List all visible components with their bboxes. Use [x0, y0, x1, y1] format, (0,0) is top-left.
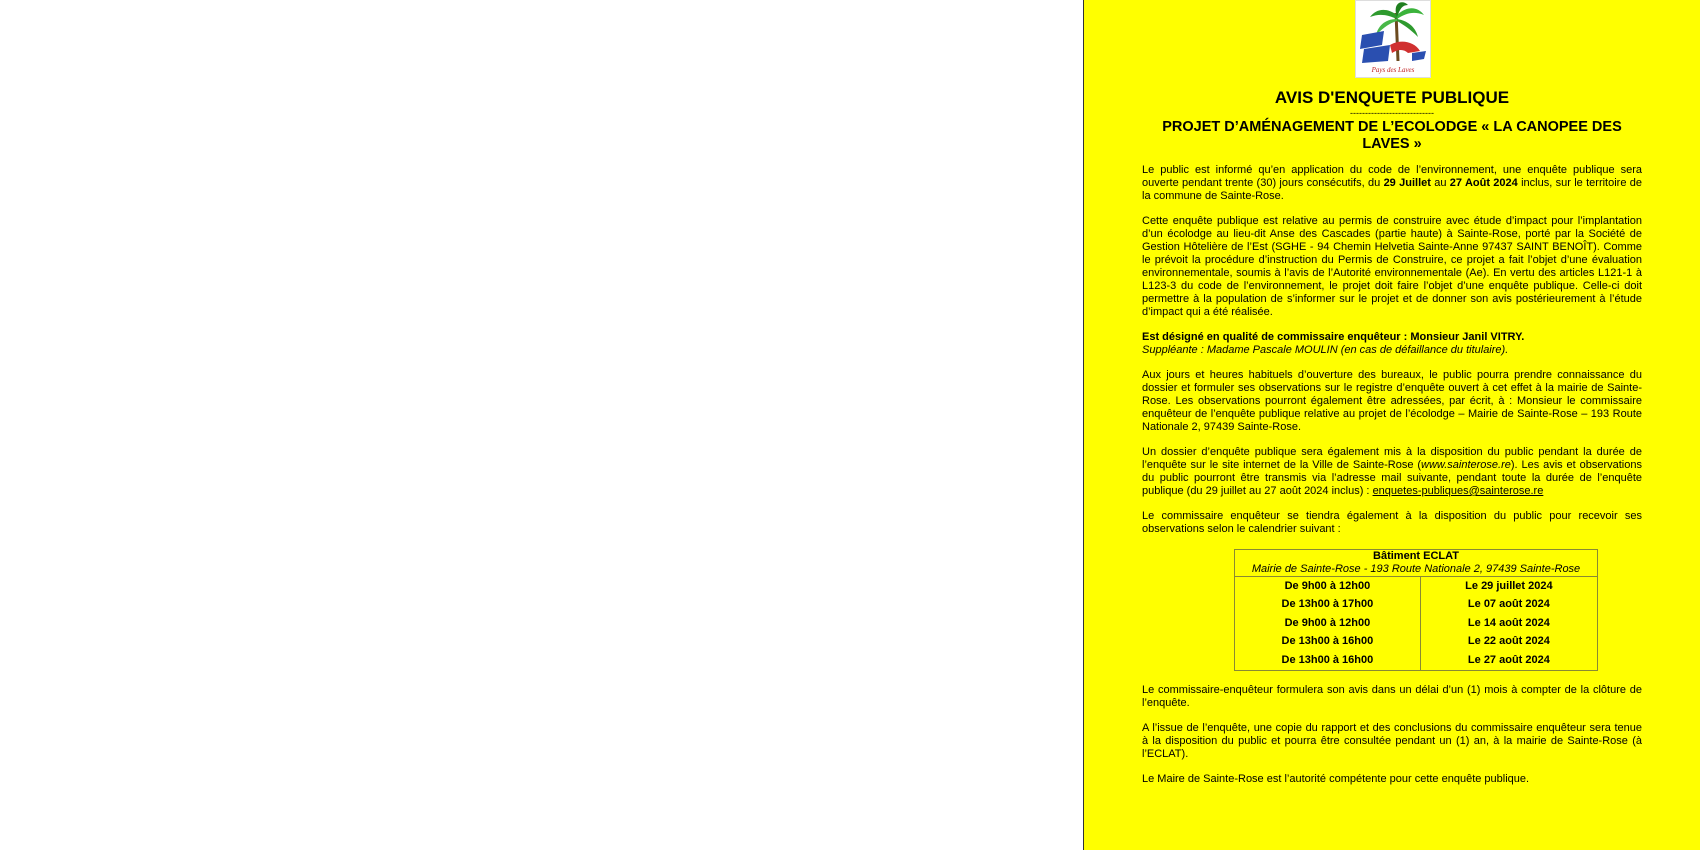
paragraph-online-dossier: [1142, 446, 1642, 498]
paragraph-report-availability: A l’issue de l’enquête, une copie du rapport et des conclusions du commissaire enquêteur sera tenue à la disposition du public et pourra être consultée pendant un (1) an, à la mairie de Sainte-Rose (à l’ECLAT).: [1142, 721, 1642, 760]
schedule-time: De 9h00 à 12h00: [1235, 614, 1421, 633]
schedule-time: De 9h00 à 12h00: [1235, 577, 1421, 596]
intro-text-e: inclus, sur le territoire de la commune de Sainte-Rose.: [1142, 177, 1643, 202]
venue-name: Bâtiment ECLAT: [1373, 550, 1459, 562]
notice-page: [1083, 0, 1700, 850]
logo-tagline: Pays des Laves: [1371, 66, 1415, 74]
intro-text-c: au: [1430, 177, 1450, 189]
paragraph-authority: Le Maire de Sainte-Rose est l’autorité compétente pour cette enquête publique.: [1142, 772, 1530, 785]
table-row: [1235, 651, 1598, 670]
schedule-table: [1234, 549, 1598, 671]
email-link[interactable]: enquetes-publiques@sainterose.re: [1372, 485, 1544, 497]
table-row: [1235, 577, 1598, 596]
intro-start-date: 29 Juillet: [1383, 177, 1431, 189]
title-separator: ----------------------------: [1350, 108, 1434, 118]
table-row: [1235, 596, 1598, 615]
schedule-date: Le 07 août 2024: [1420, 596, 1597, 615]
paragraph-project: Cette enquête publique est relative au permis de construire avec étude d’impact pour l’implantation d’un écolodge au lieu-dit Anse des Cascades (partie haute) à Sainte-Rose, porté par la Société de Gestion Hôtelière de l’Est (SGHE - 94 Chemin Helvetia Sainte-Anne 97437 SAINT BENOÎT). Comme le prévoit la procédure d’instruction du Permis de Construire, ce projet a fait l’objet d’une évaluation environnementale, soumis à l’avis de l’Autorité environnementale (Ae). En vertu des articles L121-1 à L123-3 du code de l’environnement, le projet doit faire l’objet d’une enquête publique. Celle-ci doit permettre à la population de s’informer sur le projet et de donner son avis postérieurement à l’étude d’impact qui a été réalisée.: [1142, 215, 1642, 318]
online-text-b: ). Les avis et observations du public pourront être transmis via l’adresse mail suivante, pendant toute la durée de l’enquête publique (du 29 juillet au 27 août 2024 inclus) :: [1142, 459, 1642, 497]
schedule-time: De 13h00 à 16h00: [1235, 633, 1421, 652]
paragraph-commissioner: [1142, 331, 1642, 357]
commissioner-designation: Est désigné en qualité de commissaire enquêteur : Monsieur Janil VITRY.: [1142, 331, 1525, 343]
intro-text-a: Le public est informé qu’en application du code de l’environnement, une enquête publique sera ouverte pendant trente (30) jours consécutifs, du: [1142, 164, 1642, 189]
schedule-date: Le 29 juillet 2024: [1420, 577, 1597, 596]
schedule-time: De 13h00 à 16h00: [1235, 651, 1421, 670]
online-text-a: Un dossier d’enquête publique sera également mis à la disposition du public pendant la durée de l’enquête sur le site internet de la Ville de Sainte-Rose (: [1142, 446, 1642, 471]
table-row: [1235, 614, 1598, 633]
venue-address: Mairie de Sainte-Rose - 193 Route Nationale 2, 97439 Sainte-Rose: [1251, 563, 1581, 575]
intro-end-date: 27 Août 2024: [1449, 177, 1518, 189]
project-subtitle: PROJET D’AMÉNAGEMENT DE L’ECOLODGE « LA CANOPEE DES LAVES »: [1162, 119, 1622, 152]
schedule-date: Le 22 août 2024: [1420, 633, 1597, 652]
notice-title: AVIS D'ENQUETE PUBLIQUE: [1274, 88, 1510, 107]
website-link[interactable]: www.sainterose.re: [1421, 459, 1511, 471]
notice-content: [1142, 88, 1642, 786]
schedule-time: De 13h00 à 17h00: [1235, 596, 1421, 615]
schedule-date: Le 14 août 2024: [1420, 614, 1597, 633]
schedule-date: Le 27 août 2024: [1420, 651, 1597, 670]
paragraph-observations: Aux jours et heures habituels d’ouverture des bureaux, le public pourra prendre connaissance du dossier et formuler ses observations sur le registre d’enquête ouvert à cet effet à la mairie de Sainte-Rose. Les observations pourront également être adressées, par écrit, à : Monsieur le commissaire enquêteur de l’enquête publique relative au projet de l’écolodge – Mairie de Sainte-Rose – 193 Route Nationale 2, 97439 Sainte-Rose.: [1142, 369, 1642, 433]
table-row: [1235, 633, 1598, 652]
substitute-designation: Suppléante : Madame Pascale MOULIN (en cas de défaillance du titulaire).: [1142, 344, 1509, 356]
paragraph-calendar-intro: Le commissaire enquêteur se tiendra également à la disposition du public pour recevoir ses observations selon le calendrier suivant :: [1142, 510, 1642, 535]
paragraph-opinion-delay: Le commissaire-enquêteur formulera son avis dans un délai d’un (1) mois à compter de la clôture de l’enquête.: [1142, 683, 1642, 709]
schedule-header: [1235, 550, 1598, 577]
paragraph-intro: [1142, 164, 1642, 203]
sainte-rose-logo: [1355, 0, 1431, 78]
